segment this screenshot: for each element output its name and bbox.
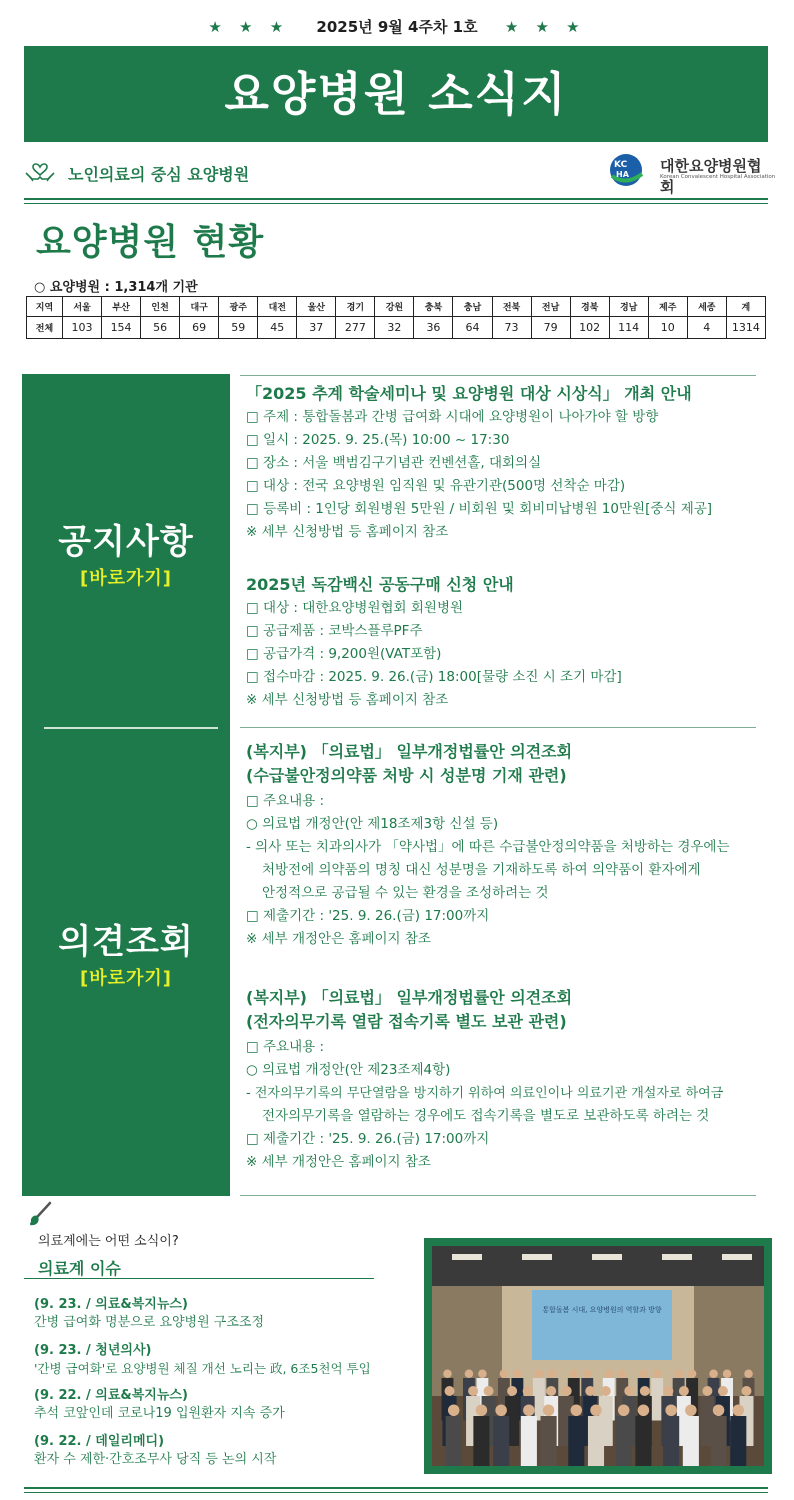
opinion-item-line: ○ 의료법 개정안(안 제18조제3항 신설 등)	[246, 816, 499, 832]
opinion-item	[246, 740, 786, 951]
side-divider	[44, 727, 218, 729]
region-count-cell: 37	[297, 317, 336, 339]
region-table	[26, 296, 766, 339]
region-name-cell: 경남	[609, 297, 648, 317]
news-question: 의료계에는 어떤 소식이?	[38, 1234, 179, 1249]
news-item[interactable]	[34, 1433, 434, 1469]
news-title: 간병 급여화 명분으로 요양병원 구조조정	[34, 1315, 265, 1330]
region-count-cell: 56	[141, 317, 180, 339]
news-item[interactable]	[34, 1296, 434, 1332]
photo-banner-text: 통합돌봄 시대, 요양병원의 역할과 방향	[542, 1306, 662, 1314]
group-photo	[432, 1246, 764, 1466]
region-name-cell: 전북	[492, 297, 531, 317]
side-panel	[22, 374, 230, 1196]
table-header-label: 지역	[27, 297, 63, 317]
kcha-logo-icon	[606, 152, 652, 188]
region-name-cell: 경북	[570, 297, 609, 317]
issue-line	[0, 16, 794, 37]
notice-item-line: □ 일시 : 2025. 9. 25.(목) 10:00 ~ 17:30	[246, 432, 510, 448]
opinion-item-line: - 의사 또는 치과의사가 「약사법」에 따른 수급불안정의약품을 처방하는 경우에는	[246, 839, 730, 855]
hands-heart-icon	[24, 160, 56, 184]
notice-item-line: □ 장소 : 서울 백범김구기념관 컨벤션홀, 대회의실	[246, 455, 542, 471]
table-row-label: 전체	[27, 317, 63, 339]
news-title: '간병 급여화'로 요양병원 체질 개선 노리는 政, 6조5천억 투입	[34, 1361, 371, 1376]
opinion-item-line: □ 주요내용 :	[246, 793, 325, 809]
region-name-cell: 제주	[648, 297, 687, 317]
opinion-item-title: (복지부) 「의료법」 일부개정법률안 의견조회	[246, 742, 573, 761]
hospital-count: ○ 요양병원 : 1,314개 기관	[34, 280, 198, 295]
region-count-cell: 103	[63, 317, 102, 339]
opinion-item-subtitle: (전자의무기록 열람 접속기록 별도 보관 관련)	[246, 1012, 567, 1031]
region-name-cell: 세종	[687, 297, 726, 317]
region-count-cell: 79	[531, 317, 570, 339]
tagline: 노인의료의 중심 요양병원	[68, 165, 250, 184]
svg-text:HA: HA	[616, 170, 629, 179]
region-count-cell: 102	[570, 317, 609, 339]
opinion-item-title: (복지부) 「의료법」 일부개정법률안 의견조회	[246, 988, 573, 1007]
region-name-cell: 광주	[219, 297, 258, 317]
notice-item-title: 2025년 독감백신 공동구매 신청 안내	[246, 575, 514, 594]
region-name-cell: 계	[726, 297, 765, 317]
opinion-item-line: 안정적으로 공급될 수 있는 환경을 조성하려는 것	[262, 885, 549, 901]
status-heading: 요양병원 현황	[36, 222, 265, 263]
svg-text:KC: KC	[614, 160, 628, 170]
region-name-cell: 서울	[63, 297, 102, 317]
notice-item-line: □ 접수마감 : 2025. 9. 26.(금) 18:00[물량 소진 시 조기 마감]	[246, 669, 622, 685]
section-rule	[240, 727, 756, 728]
notice-shortcut-link[interactable]: [바로가기]	[79, 568, 172, 589]
association-name: 대한요양병원협회	[660, 157, 762, 196]
notice-item	[246, 573, 786, 712]
notice-item	[246, 382, 786, 544]
region-name-cell: 충북	[414, 297, 453, 317]
stars-right-icon: ★ ★ ★	[504, 18, 586, 36]
region-count-cell: 73	[492, 317, 531, 339]
region-name-cell: 경기	[336, 297, 375, 317]
notice-item-title: 「2025 추계 학술세미나 및 요양병원 대상 시상식」 개최 안내	[246, 384, 692, 403]
region-count-cell: 4	[687, 317, 726, 339]
news-source: (9. 22. / 데일리메디)	[34, 1434, 165, 1449]
news-source: (9. 23. / 의료&복지뉴스)	[34, 1297, 188, 1312]
opinion-item-subtitle: (수급불안정의약품 처방 시 성분명 기재 관련)	[246, 766, 567, 785]
news-rule	[24, 1278, 374, 1279]
region-count-cell: 32	[375, 317, 414, 339]
notice-item-line: □ 등록비 : 1인당 회원병원 5만원 / 비회원 및 회비미납병원 10만원[중식 제공]	[246, 501, 713, 517]
opinion-item-line: ○ 의료법 개정안(안 제23조제4항)	[246, 1062, 451, 1078]
region-name-cell: 울산	[297, 297, 336, 317]
notice-side-title: 공지사항	[58, 522, 194, 562]
issue-label: 2025년 9월 4주차 1호	[316, 18, 478, 36]
opinion-item	[246, 986, 786, 1174]
news-title: 환자 수 제한·간호조무사 당직 등 논의 시작	[34, 1452, 277, 1467]
bottom-divider	[24, 1487, 768, 1493]
region-name-cell: 대구	[180, 297, 219, 317]
region-count-cell: 69	[180, 317, 219, 339]
news-source: (9. 23. / 청년의사)	[34, 1343, 152, 1358]
newsletter-banner	[24, 46, 768, 142]
region-name-cell: 강원	[375, 297, 414, 317]
region-count-cell: 1314	[726, 317, 765, 339]
opinion-item-line: □ 주요내용 :	[246, 1039, 325, 1055]
region-header-row	[27, 297, 766, 317]
notice-item-line: □ 대상 : 전국 요양병원 임직원 및 유관기관(500명 선착순 마감)	[246, 478, 626, 494]
newsletter-title: 요양병원 소식지	[224, 67, 568, 121]
stars-left-icon: ★ ★ ★	[208, 18, 290, 36]
opinion-item-line: □ 제출기간 : '25. 9. 26.(금) 17:00까지	[246, 908, 490, 924]
event-photo-frame	[424, 1238, 772, 1474]
opinion-item-line: - 전자의무기록의 무단열람을 방지하기 위하여 의료인이나 의료기관 개설자로 하여금	[246, 1086, 724, 1101]
news-item[interactable]	[34, 1342, 434, 1378]
opinion-item-line: 전자의무기록을 열람하는 경우에도 접속기록을 별도로 보관하도록 하려는 것	[262, 1108, 710, 1124]
opinion-bottom-rule	[240, 1195, 756, 1196]
notice-top-rule	[240, 375, 756, 376]
region-count-cell: 277	[336, 317, 375, 339]
region-count-cell: 59	[219, 317, 258, 339]
association-english-name: Korean Convalescent Hospital Association	[660, 174, 776, 180]
opinion-item-line: ※ 세부 개정안은 홈페이지 참조	[246, 931, 431, 947]
region-name-cell: 부산	[102, 297, 141, 317]
news-source: (9. 22. / 의료&복지뉴스)	[34, 1388, 188, 1403]
region-count-cell: 114	[609, 317, 648, 339]
region-count-cell: 64	[453, 317, 492, 339]
news-item[interactable]	[34, 1387, 434, 1423]
opinion-item-line: ※ 세부 개정안은 홈페이지 참조	[246, 1154, 431, 1170]
region-name-cell: 인천	[141, 297, 180, 317]
notice-item-line: □ 주제 : 통합돌봄과 간병 급여화 시대에 요양병원이 나아가야 할 방향	[246, 409, 659, 425]
notice-item-line: □ 대상 : 대한요양병원협회 회원병원	[246, 600, 464, 616]
region-count-cell: 10	[648, 317, 687, 339]
region-name-cell: 충남	[453, 297, 492, 317]
notice-item-line: ※ 세부 신청방법 등 홈페이지 참조	[246, 692, 449, 708]
news-heading: 의료계 이슈	[38, 1259, 121, 1278]
region-count-cell: 45	[258, 317, 297, 339]
opinion-side-title: 의견조회	[58, 922, 194, 962]
region-name-cell: 대전	[258, 297, 297, 317]
notice-item-line: □ 공급가격 : 9,200원(VAT포함)	[246, 646, 442, 662]
news-title: 추석 코앞인데 코로나19 입원환자 지속 증가	[34, 1406, 285, 1421]
opinion-item-line: 처방전에 의약품의 명칭 대신 성분명을 기재하도록 하여 의약품이 환자에게	[262, 862, 701, 878]
region-value-row	[27, 317, 766, 339]
notice-item-line: ※ 세부 신청방법 등 홈페이지 참조	[246, 524, 449, 540]
region-count-cell: 36	[414, 317, 453, 339]
paintbrush-icon	[26, 1200, 54, 1228]
subheader	[24, 152, 776, 196]
opinion-shortcut-link[interactable]: [바로가기]	[79, 968, 172, 989]
notice-item-line: □ 공급제품 : 코박스플루PF주	[246, 623, 423, 639]
region-name-cell: 전남	[531, 297, 570, 317]
region-count-cell: 154	[102, 317, 141, 339]
opinion-item-line: □ 제출기간 : '25. 9. 26.(금) 17:00까지	[246, 1131, 490, 1147]
section-divider	[24, 198, 768, 204]
